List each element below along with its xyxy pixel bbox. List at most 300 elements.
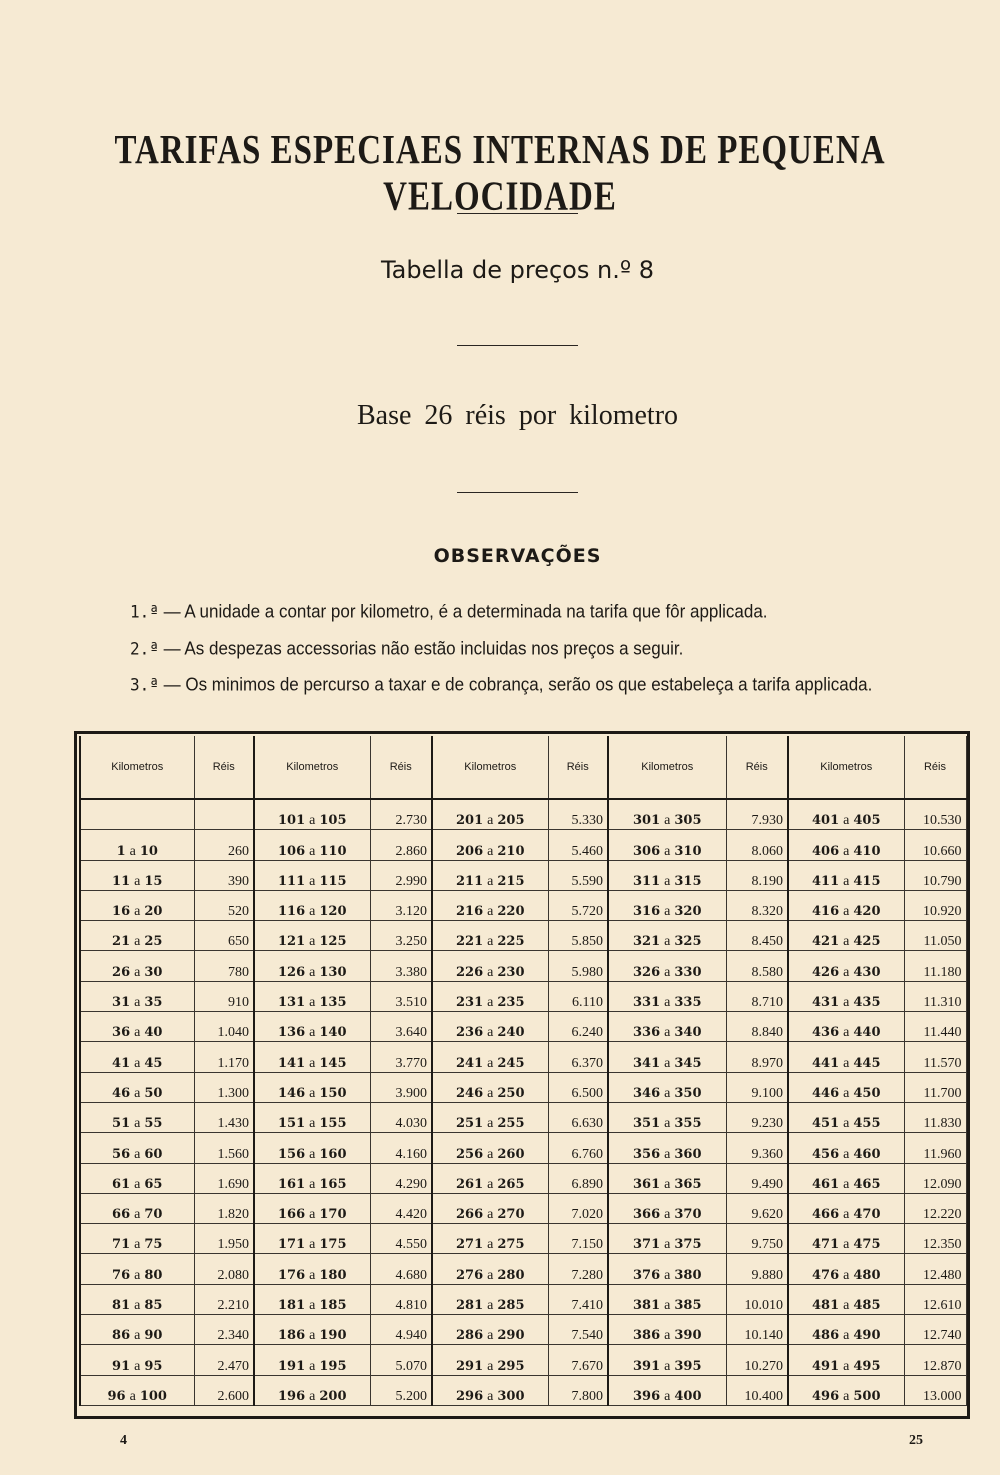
- km-from: 156: [278, 1146, 306, 1162]
- km-from: 46: [112, 1085, 131, 1101]
- km-to: 450: [853, 1085, 881, 1101]
- km-connector: a: [487, 1298, 494, 1314]
- km-range-cell: [788, 830, 904, 860]
- table-row: [80, 1315, 966, 1345]
- header-kilometros: Kilometros: [608, 736, 726, 799]
- km-range-cell: [80, 799, 194, 830]
- reis-cell: 12.480: [904, 1254, 966, 1284]
- km-range-cell: [432, 981, 548, 1011]
- km-connector: a: [843, 1176, 850, 1192]
- km-connector: a: [134, 1207, 141, 1223]
- km-connector: a: [309, 1116, 316, 1132]
- km-range-cell: [432, 1224, 548, 1254]
- km-from: 176: [278, 1267, 306, 1283]
- km-range-cell: [788, 1254, 904, 1284]
- km-to: 10: [139, 843, 158, 859]
- km-range-cell: [788, 1102, 904, 1132]
- km-connector: a: [664, 964, 671, 980]
- km-to: 395: [674, 1358, 702, 1374]
- km-range-cell: [254, 1375, 370, 1405]
- km-connector: a: [843, 1237, 850, 1253]
- reis-cell: 4.290: [370, 1163, 432, 1193]
- km-range-cell: [80, 1012, 194, 1042]
- km-connector: a: [843, 843, 850, 859]
- km-connector: a: [487, 904, 494, 920]
- km-from: 451: [812, 1116, 840, 1132]
- km-to: 495: [853, 1358, 881, 1374]
- km-connector: a: [487, 1328, 494, 1344]
- km-range-cell: [608, 830, 726, 860]
- table-row: [80, 860, 966, 890]
- km-from: 271: [456, 1237, 484, 1253]
- km-from: 396: [633, 1388, 661, 1404]
- km-range-cell: [608, 951, 726, 981]
- km-range-cell: [80, 921, 194, 951]
- km-connector: a: [664, 1176, 671, 1192]
- km-connector: a: [309, 843, 316, 859]
- km-from: 116: [278, 904, 306, 920]
- km-connector: a: [487, 1237, 494, 1253]
- km-range-cell: [608, 1254, 726, 1284]
- km-to: 190: [319, 1328, 347, 1344]
- km-range-cell: [254, 1102, 370, 1132]
- reis-cell: 12.350: [904, 1224, 966, 1254]
- km-to: 45: [144, 1055, 163, 1071]
- km-range-cell: [788, 1345, 904, 1375]
- km-from: 121: [278, 934, 306, 950]
- km-range-cell: [608, 860, 726, 890]
- reis-cell: 3.250: [370, 921, 432, 951]
- table-row: [80, 1163, 966, 1193]
- km-from: 281: [456, 1298, 484, 1314]
- km-connector: a: [664, 1025, 671, 1041]
- km-from: 26: [112, 964, 131, 980]
- km-from: 31: [112, 995, 131, 1011]
- km-to: 255: [497, 1116, 525, 1132]
- km-connector: a: [843, 1328, 850, 1344]
- reis-cell: 5.330: [548, 799, 608, 830]
- table-row: [80, 830, 966, 860]
- km-connector: a: [664, 1055, 671, 1071]
- reis-cell: 11.310: [904, 981, 966, 1011]
- km-connector: a: [309, 964, 316, 980]
- km-from: 296: [456, 1388, 484, 1404]
- km-to: 50: [144, 1085, 163, 1101]
- km-from: 491: [812, 1358, 840, 1374]
- km-from: 336: [633, 1025, 661, 1041]
- km-to: 260: [497, 1146, 525, 1162]
- km-connector: a: [664, 934, 671, 950]
- km-range-cell: [80, 1345, 194, 1375]
- km-from: 196: [278, 1388, 306, 1404]
- km-connector: a: [843, 1085, 850, 1101]
- km-to: 265: [497, 1176, 525, 1192]
- table-row: [80, 890, 966, 920]
- km-range-cell: [788, 1284, 904, 1314]
- table-row: [80, 1254, 966, 1284]
- km-connector: a: [843, 1358, 850, 1374]
- km-from: 256: [456, 1146, 484, 1162]
- km-connector: a: [487, 1207, 494, 1223]
- reis-cell: 9.360: [726, 1133, 788, 1163]
- km-connector: a: [309, 934, 316, 950]
- reis-cell: 2.730: [370, 799, 432, 830]
- km-to: 185: [319, 1298, 347, 1314]
- reis-cell: 11.050: [904, 921, 966, 951]
- reis-cell: 3.120: [370, 890, 432, 920]
- km-to: 315: [674, 873, 702, 889]
- km-range-cell: [788, 1133, 904, 1163]
- km-to: 385: [674, 1298, 702, 1314]
- reis-cell: 5.850: [548, 921, 608, 951]
- reis-cell: 2.860: [370, 830, 432, 860]
- km-to: 175: [319, 1237, 347, 1253]
- km-from: 131: [278, 995, 306, 1011]
- km-connector: a: [309, 1358, 316, 1374]
- km-range-cell: [254, 921, 370, 951]
- reis-cell: 12.740: [904, 1315, 966, 1345]
- km-from: 306: [633, 843, 661, 859]
- km-range-cell: [432, 1012, 548, 1042]
- km-from: 376: [633, 1267, 661, 1283]
- reis-cell: 7.930: [726, 799, 788, 830]
- reis-cell: 2.210: [194, 1284, 254, 1314]
- reis-cell: 650: [194, 921, 254, 951]
- reis-cell: 390: [194, 860, 254, 890]
- km-connector: a: [134, 1055, 141, 1071]
- km-range-cell: [608, 1284, 726, 1314]
- km-connector: a: [134, 1176, 141, 1192]
- km-range-cell: [80, 1133, 194, 1163]
- reis-cell: 1.820: [194, 1193, 254, 1223]
- km-range-cell: [80, 1375, 194, 1405]
- km-connector: a: [664, 843, 671, 859]
- km-range-cell: [788, 1012, 904, 1042]
- km-range-cell: [788, 799, 904, 830]
- km-to: 165: [319, 1176, 347, 1192]
- km-from: 101: [278, 813, 306, 829]
- km-from: 86: [112, 1328, 131, 1344]
- km-range-cell: [788, 1315, 904, 1345]
- km-from: 246: [456, 1085, 484, 1101]
- km-range-cell: [254, 1315, 370, 1345]
- km-to: 40: [144, 1025, 163, 1041]
- km-range-cell: [80, 890, 194, 920]
- header-reis: Réis: [904, 736, 966, 799]
- km-connector: a: [309, 995, 316, 1011]
- km-to: 35: [144, 995, 163, 1011]
- km-to: 325: [674, 934, 702, 950]
- km-connector: a: [664, 1328, 671, 1344]
- rates-table: [79, 736, 967, 1406]
- reis-cell: 5.720: [548, 890, 608, 920]
- km-to: 140: [319, 1025, 347, 1041]
- km-range-cell: [80, 951, 194, 981]
- km-to: 400: [674, 1388, 702, 1404]
- km-connector: a: [843, 1116, 850, 1132]
- reis-cell: 4.550: [370, 1224, 432, 1254]
- km-from: 61: [112, 1176, 131, 1192]
- km-to: 110: [319, 843, 347, 859]
- reis-cell: 1.950: [194, 1224, 254, 1254]
- table-row: [80, 1345, 966, 1375]
- km-range-cell: [608, 1012, 726, 1042]
- km-connector: a: [309, 813, 316, 829]
- km-range-cell: [432, 890, 548, 920]
- page-title: TARIFAS ESPECIAES INTERNAS DE PEQUENA VELOCIDADE: [114, 128, 886, 220]
- km-to: 405: [853, 813, 881, 829]
- reis-cell: 10.010: [726, 1284, 788, 1314]
- km-to: 115: [319, 873, 347, 889]
- km-to: 370: [674, 1207, 702, 1223]
- km-range-cell: [254, 1193, 370, 1223]
- km-to: 275: [497, 1237, 525, 1253]
- km-to: 380: [674, 1267, 702, 1283]
- km-range-cell: [432, 1315, 548, 1345]
- km-range-cell: [80, 981, 194, 1011]
- km-range-cell: [608, 1072, 726, 1102]
- km-range-cell: [254, 1133, 370, 1163]
- reis-cell: 5.980: [548, 951, 608, 981]
- km-to: 435: [853, 995, 881, 1011]
- reis-cell: 10.920: [904, 890, 966, 920]
- km-connector: a: [843, 1207, 850, 1223]
- reis-cell: 11.830: [904, 1102, 966, 1132]
- km-to: 155: [319, 1116, 347, 1132]
- km-to: 270: [497, 1207, 525, 1223]
- km-connector: a: [487, 1267, 494, 1283]
- km-range-cell: [788, 1042, 904, 1072]
- observations-heading: OBSERVAÇÕES: [433, 545, 602, 567]
- km-to: 350: [674, 1085, 702, 1101]
- km-to: 100: [139, 1388, 167, 1404]
- km-range-cell: [80, 860, 194, 890]
- km-from: 431: [812, 995, 840, 1011]
- km-to: 85: [144, 1298, 163, 1314]
- km-to: 305: [674, 813, 702, 829]
- km-from: 446: [812, 1085, 840, 1101]
- km-from: 231: [456, 995, 484, 1011]
- km-range-cell: [254, 890, 370, 920]
- km-from: 286: [456, 1328, 484, 1344]
- km-to: 360: [674, 1146, 702, 1162]
- km-range-cell: [254, 1072, 370, 1102]
- km-connector: a: [664, 1358, 671, 1374]
- km-from: 461: [812, 1176, 840, 1192]
- km-range-cell: [254, 1012, 370, 1042]
- reis-cell: 260: [194, 830, 254, 860]
- km-from: 486: [812, 1328, 840, 1344]
- km-from: 321: [633, 934, 661, 950]
- km-to: 445: [853, 1055, 881, 1071]
- table-row: [80, 1102, 966, 1132]
- km-from: 366: [633, 1207, 661, 1223]
- km-to: 25: [144, 934, 163, 950]
- km-connector: a: [487, 1388, 494, 1404]
- km-range-cell: [80, 1224, 194, 1254]
- header-reis: Réis: [726, 736, 788, 799]
- km-to: 90: [144, 1328, 163, 1344]
- km-from: 216: [456, 904, 484, 920]
- table-row: [80, 1042, 966, 1072]
- reis-cell: 8.580: [726, 951, 788, 981]
- reis-cell: 1.040: [194, 1012, 254, 1042]
- reis-cell: 12.090: [904, 1163, 966, 1193]
- reis-cell: 6.890: [548, 1163, 608, 1193]
- reis-cell: 10.790: [904, 860, 966, 890]
- reis-cell: 11.570: [904, 1042, 966, 1072]
- km-connector: a: [487, 843, 494, 859]
- reis-cell: 4.810: [370, 1284, 432, 1314]
- km-connector: a: [487, 995, 494, 1011]
- km-from: 241: [456, 1055, 484, 1071]
- reis-cell: 4.940: [370, 1315, 432, 1345]
- km-from: 96: [107, 1388, 126, 1404]
- km-range-cell: [432, 951, 548, 981]
- observation-number: 2.ª: [130, 638, 159, 659]
- km-from: 226: [456, 964, 484, 980]
- km-from: 81: [112, 1298, 131, 1314]
- km-from: 351: [633, 1116, 661, 1132]
- km-from: 171: [278, 1237, 306, 1253]
- km-connector: a: [843, 1388, 850, 1404]
- reis-cell: 10.400: [726, 1375, 788, 1405]
- reis-cell: 12.870: [904, 1345, 966, 1375]
- km-connector: a: [309, 1328, 316, 1344]
- km-from: 206: [456, 843, 484, 859]
- km-to: 95: [144, 1358, 163, 1374]
- observation-number: 3.ª: [130, 674, 159, 695]
- km-from: 316: [633, 904, 661, 920]
- km-range-cell: [608, 1315, 726, 1345]
- reis-cell: 2.600: [194, 1375, 254, 1405]
- km-to: 245: [497, 1055, 525, 1071]
- km-to: 280: [497, 1267, 525, 1283]
- km-range-cell: [432, 1254, 548, 1284]
- km-to: 235: [497, 995, 525, 1011]
- km-to: 470: [853, 1207, 881, 1223]
- km-connector: a: [487, 1116, 494, 1132]
- km-from: 56: [112, 1146, 131, 1162]
- km-to: 120: [319, 904, 347, 920]
- km-from: 191: [278, 1358, 306, 1374]
- km-to: 15: [144, 873, 163, 889]
- km-to: 285: [497, 1298, 525, 1314]
- km-range-cell: [788, 860, 904, 890]
- km-from: 421: [812, 934, 840, 950]
- km-to: 210: [497, 843, 525, 859]
- km-to: 145: [319, 1055, 347, 1071]
- reis-cell: 7.540: [548, 1315, 608, 1345]
- km-to: 460: [853, 1146, 881, 1162]
- km-from: 266: [456, 1207, 484, 1223]
- km-from: 21: [112, 934, 131, 950]
- reis-cell: 6.370: [548, 1042, 608, 1072]
- km-from: 416: [812, 904, 840, 920]
- km-to: 390: [674, 1328, 702, 1344]
- km-range-cell: [608, 981, 726, 1011]
- km-to: 105: [319, 813, 347, 829]
- reis-cell: 11.960: [904, 1133, 966, 1163]
- km-connector: a: [843, 1146, 850, 1162]
- reis-cell: 9.490: [726, 1163, 788, 1193]
- km-range-cell: [254, 951, 370, 981]
- km-connector: a: [134, 995, 141, 1011]
- km-connector: a: [134, 964, 141, 980]
- km-range-cell: [608, 799, 726, 830]
- reis-cell: 7.670: [548, 1345, 608, 1375]
- km-connector: a: [309, 1146, 316, 1162]
- km-range-cell: [432, 921, 548, 951]
- km-to: 485: [853, 1298, 881, 1314]
- table-row: [80, 951, 966, 981]
- km-range-cell: [608, 1375, 726, 1405]
- km-connector: a: [843, 1267, 850, 1283]
- km-from: 106: [278, 843, 306, 859]
- km-range-cell: [254, 860, 370, 890]
- km-range-cell: [80, 1193, 194, 1223]
- km-to: 290: [497, 1328, 525, 1344]
- reis-cell: 1.690: [194, 1163, 254, 1193]
- km-connector: a: [664, 1298, 671, 1314]
- km-from: 251: [456, 1116, 484, 1132]
- reis-cell: 7.280: [548, 1254, 608, 1284]
- reis-cell: 12.220: [904, 1193, 966, 1223]
- km-from: 1: [116, 843, 126, 859]
- rates-table-frame: [74, 731, 970, 1419]
- km-range-cell: [432, 1133, 548, 1163]
- km-range-cell: [788, 1375, 904, 1405]
- km-range-cell: [254, 1163, 370, 1193]
- table-header-row: [80, 736, 966, 799]
- km-range-cell: [80, 830, 194, 860]
- reis-cell: 2.080: [194, 1254, 254, 1284]
- km-from: 436: [812, 1025, 840, 1041]
- km-to: 455: [853, 1116, 881, 1132]
- reis-cell: 8.710: [726, 981, 788, 1011]
- reis-cell: 9.620: [726, 1193, 788, 1223]
- km-range-cell: [788, 1072, 904, 1102]
- km-connector: a: [487, 1358, 494, 1374]
- km-range-cell: [432, 1345, 548, 1375]
- km-from: 391: [633, 1358, 661, 1374]
- table-row: [80, 1375, 966, 1405]
- km-from: 236: [456, 1025, 484, 1041]
- km-from: 386: [633, 1328, 661, 1344]
- km-from: 326: [633, 964, 661, 980]
- reis-cell: 2.470: [194, 1345, 254, 1375]
- reis-cell: 1.300: [194, 1072, 254, 1102]
- table-row: [80, 921, 966, 951]
- km-range-cell: [608, 1163, 726, 1193]
- km-connector: a: [129, 843, 136, 859]
- observation-1: [130, 601, 768, 623]
- km-connector: a: [309, 1176, 316, 1192]
- table-subtitle: Tabella de preços n.º 8: [380, 256, 655, 284]
- km-range-cell: [788, 981, 904, 1011]
- km-to: 320: [674, 904, 702, 920]
- km-connector: a: [843, 934, 850, 950]
- km-connector: a: [309, 1025, 316, 1041]
- km-range-cell: [80, 1315, 194, 1345]
- km-from: 261: [456, 1176, 484, 1192]
- observation-number: 1.ª: [130, 601, 159, 622]
- km-range-cell: [608, 890, 726, 920]
- reis-cell: 6.630: [548, 1102, 608, 1132]
- km-range-cell: [608, 921, 726, 951]
- km-to: 135: [319, 995, 347, 1011]
- km-from: 66: [112, 1207, 131, 1223]
